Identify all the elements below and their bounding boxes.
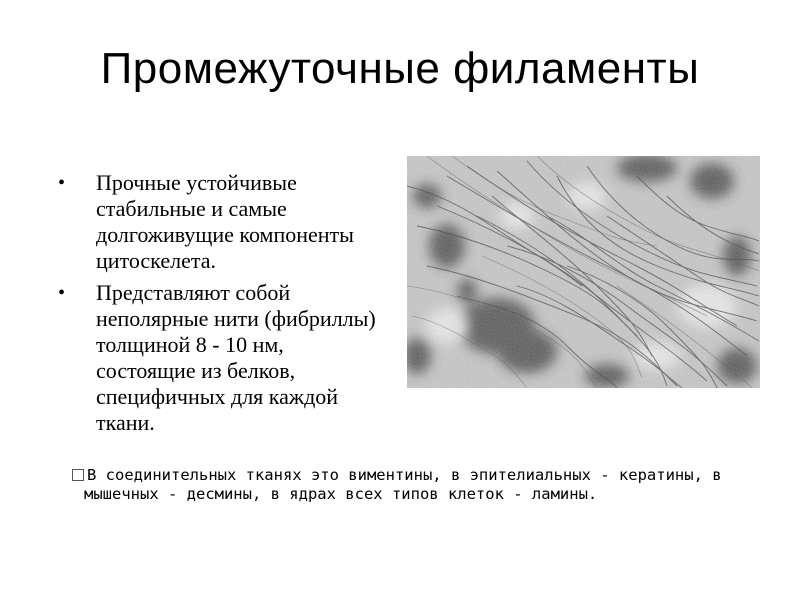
bullet-dot-icon: • <box>58 172 66 194</box>
footnote-body: В соединительных тканях это виментины, в эпителиальных - кератины, в мышечных - десмины, в ядрах всех типов клеток - ламины. <box>84 466 722 503</box>
bullet-item <box>58 280 378 436</box>
bullet-list <box>58 170 378 442</box>
checkbox-bullet-icon <box>72 469 84 481</box>
bullet-text: Представляют собой неполярные нити (фибриллы) толщиной 8 - 10 нм, состоящие из белков, специфичных для каждой ткани. <box>96 280 376 435</box>
footnote-text <box>72 466 764 504</box>
micrograph-image <box>407 156 760 388</box>
bullet-text: Прочные устойчивые стабильные и самые долгоживущие компоненты цитоскелета. <box>96 170 354 273</box>
bullet-dot-icon: • <box>58 282 66 304</box>
bullet-item <box>58 170 378 274</box>
slide-title: Промежуточные филаменты <box>100 44 700 93</box>
